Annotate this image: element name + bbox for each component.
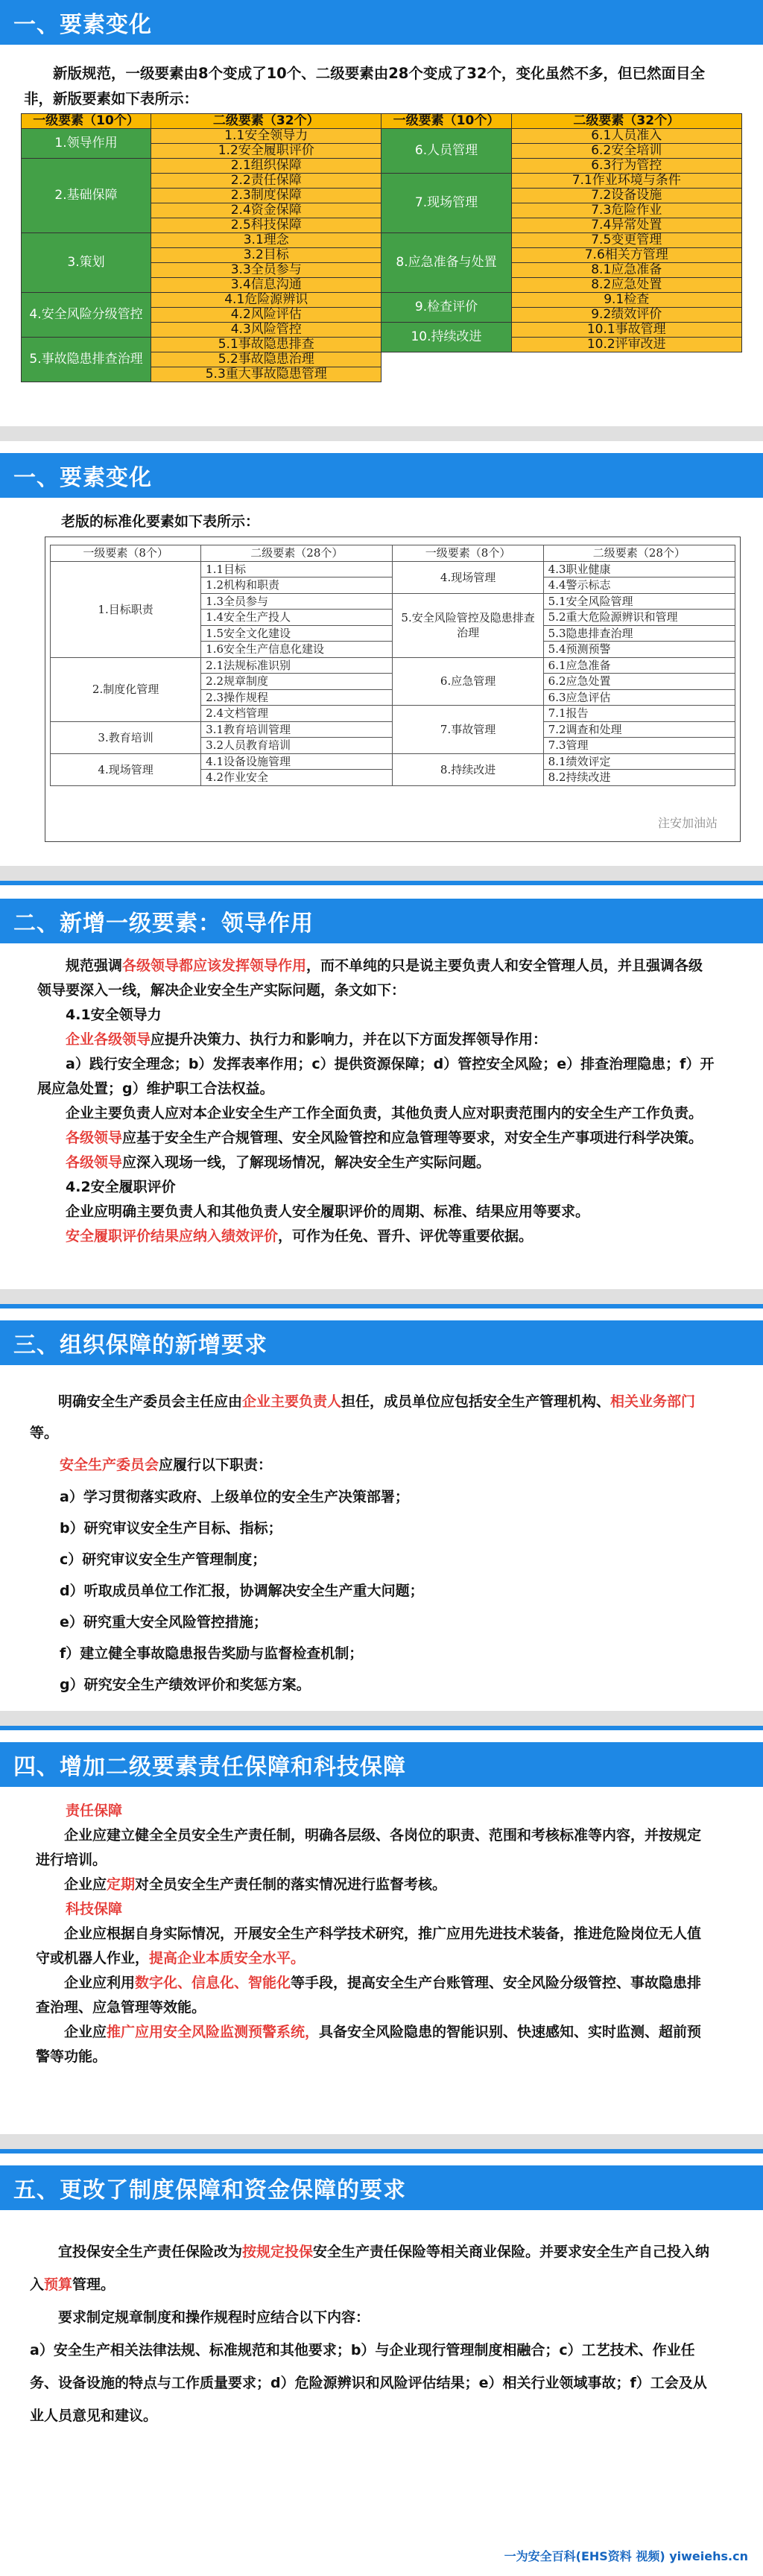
level2-cell: 1.2机构和职责 bbox=[201, 577, 393, 594]
level1-cell: 7.现场管理 bbox=[382, 174, 511, 233]
level1-cell: 9.检查评价 bbox=[382, 293, 511, 323]
header-cell: 一级要素（8个） bbox=[393, 545, 543, 562]
slide-responsibility-tech bbox=[0, 1726, 763, 2134]
table-row bbox=[51, 753, 735, 770]
list-item: d）听取成员单位工作汇报，协调解决安全生产重大问题； bbox=[60, 1583, 424, 1599]
p6a: 各级领导 bbox=[66, 1154, 123, 1171]
p1c: ，而不单纯的只是说主要负责人和安全管理人员，并且强调各级领导要深入一线，解决企业安全生产实际问题，条文如下： bbox=[37, 958, 703, 999]
list-item: a）学习贯彻落实政府、上级单位的安全生产决策部署； bbox=[60, 1489, 409, 1505]
level1-cell: 7.事故管理 bbox=[393, 706, 543, 754]
slide-title: 三、组织保障的新增要求 bbox=[0, 1320, 763, 1365]
level1-cell: 8.应急准备与处置 bbox=[382, 233, 511, 293]
intro-text: 新版规范，一级要素由8个变成了10个、二级要素由28个变成了32个，变化虽然不多，但已然面目全非，新版要素如下表所示： bbox=[24, 65, 705, 107]
level2-cell: 2.1法规标准识别 bbox=[201, 657, 393, 674]
p4b: 数字化、信息化、智能化 bbox=[135, 1975, 291, 1991]
level2-cell: 3.2人员教育培训 bbox=[201, 738, 393, 754]
level2-cell: 2.2责任保障 bbox=[151, 174, 382, 189]
level2-cell: 4.1设备设施管理 bbox=[201, 753, 393, 770]
footer-link[interactable]: 一为安全百科(EHS资料 视频) yiweiehs.cn bbox=[504, 2549, 748, 2563]
old-elements-image bbox=[45, 537, 741, 842]
h41: 4.1安全领导力 bbox=[66, 1007, 162, 1023]
level2-cell: 5.1安全风险管理 bbox=[543, 593, 735, 610]
header-cell: 二级要素（32个） bbox=[151, 114, 382, 129]
header-cell: 二级要素（28个） bbox=[201, 545, 393, 562]
level2-cell: 5.4预测预警 bbox=[543, 642, 735, 658]
level2-cell: 3.1理念 bbox=[151, 233, 382, 248]
header-cell: 二级要素（32个） bbox=[511, 114, 741, 129]
level2-cell: 9.1检查 bbox=[511, 293, 741, 308]
level2-cell: 5.2重大危险源辨识和管理 bbox=[543, 610, 735, 626]
slide-title: 五、更改了制度保障和资金保障的要求 bbox=[0, 2165, 763, 2210]
level2-cell: 2.2规章制度 bbox=[201, 674, 393, 690]
level2-cell: 4.4警示标志 bbox=[543, 577, 735, 594]
p1c: 担任，成员单位应包括安全生产管理机构、 bbox=[341, 1393, 611, 1410]
new-elements-table bbox=[21, 113, 742, 382]
p5a: 各级领导 bbox=[66, 1130, 123, 1146]
p8b: ，可作为任免、晋升、评优等重要依据。 bbox=[278, 1228, 534, 1244]
level2-cell: 9.2绩效评价 bbox=[511, 308, 741, 323]
slide-organization bbox=[0, 1304, 763, 1711]
p5b: 应基于安全生产合规管理、安全风险管控和应急管理等要求，对安全生产事项进行科学决策。 bbox=[122, 1130, 703, 1146]
level1-cell: 5.事故隐患排查治理 bbox=[22, 338, 151, 382]
divider bbox=[0, 2134, 763, 2149]
p1e: 等。 bbox=[30, 1425, 59, 1441]
header-cell: 一级要素（10个） bbox=[382, 114, 511, 129]
level2-cell: 2.1组织保障 bbox=[151, 159, 382, 174]
p4a: 企业应利用 bbox=[64, 1975, 136, 1991]
level2-cell: 1.1目标 bbox=[201, 561, 393, 577]
level1-cell: 4.现场管理 bbox=[51, 753, 201, 785]
p4: 企业主要负责人应对本企业安全生产工作全面负责，其他负责人应对职责范围内的安全生产工作负责。 bbox=[66, 1105, 703, 1121]
p1d: 相关业务部门 bbox=[610, 1393, 696, 1410]
level2-cell: 6.1人员准入 bbox=[511, 129, 741, 144]
p1d: 预算 bbox=[44, 2276, 73, 2293]
level2-cell: 6.3应急评估 bbox=[543, 689, 735, 706]
slide-leadership bbox=[0, 881, 763, 1289]
level2-cell: 7.2调查和处理 bbox=[543, 721, 735, 738]
level2-cell: 1.1安全领导力 bbox=[151, 129, 382, 144]
level2-cell: 7.1报告 bbox=[543, 706, 735, 722]
level2-cell: 2.5科技保障 bbox=[151, 218, 382, 233]
divider bbox=[0, 866, 763, 881]
slide-old-elements bbox=[0, 441, 763, 866]
level2-cell: 6.1应急准备 bbox=[543, 657, 735, 674]
level2-cell: 7.5变更管理 bbox=[511, 233, 741, 248]
p2b: 应提升决策力、执行力和影响力，并在以下方面发挥领导作用： bbox=[151, 1031, 548, 1048]
level2-cell: 1.5安全文化建设 bbox=[201, 625, 393, 642]
list-item: g）研究安全生产绩效评价和奖惩方案。 bbox=[60, 1677, 311, 1693]
level2-cell: 7.4异常处置 bbox=[511, 218, 741, 233]
level2-cell: 8.1绩效评定 bbox=[543, 753, 735, 770]
table-row bbox=[22, 233, 742, 248]
level2-cell: 6.2应急处置 bbox=[543, 674, 735, 690]
list-item: c）研究审议安全生产管理制度； bbox=[60, 1551, 267, 1568]
table-row bbox=[22, 293, 742, 308]
p7: 企业应明确主要负责人和其他负责人安全履职评价的周期、标准、结果应用等要求。 bbox=[66, 1203, 590, 1220]
p3: a）安全生产相关法律法规、标准规范和其他要求；b）与企业现行管理制度相融合；c）工艺技术、作业任务、设备设施的特点与工作质量要求；d）危险源辨识和风险评估结果；e）相关行业领域事故；f）工会及从业人员意见和建议。 bbox=[30, 2342, 707, 2424]
level1-cell: 4.安全风险分级管控 bbox=[22, 293, 151, 338]
level2-cell: 8.1应急准备 bbox=[511, 263, 741, 278]
p3: a）践行安全理念；b）发挥表率作用；c）提供资源保障；d）管控安全风险；e）排查治理隐患；f）开展应急处置；g）维护职工合法权益。 bbox=[37, 1056, 715, 1097]
p1b: 各级领导都应该发挥领导作用 bbox=[122, 958, 307, 974]
level1-cell: 4.现场管理 bbox=[393, 561, 543, 593]
divider bbox=[0, 1711, 763, 1726]
level2-cell: 5.3重大事故隐患管理 bbox=[151, 367, 382, 382]
level2-cell: 4.3职业健康 bbox=[543, 561, 735, 577]
p2b: 定期 bbox=[107, 1876, 136, 1893]
p1b: 企业主要负责人 bbox=[242, 1393, 342, 1410]
slide-system-funding bbox=[0, 2149, 763, 2576]
table-header-row bbox=[22, 114, 742, 129]
slide-title: 二、新增一级要素：领导作用 bbox=[0, 899, 763, 943]
level2-cell: 1.3全员参与 bbox=[201, 593, 393, 610]
level2-cell: 7.2设备设施 bbox=[511, 189, 741, 203]
h42: 4.2安全履职评价 bbox=[66, 1179, 176, 1195]
level2-cell: 7.6相关方管理 bbox=[511, 248, 741, 263]
level1-cell: 1.领导作用 bbox=[22, 129, 151, 159]
level2-cell: 7.1作业环境与条件 bbox=[511, 174, 741, 189]
table-header-row bbox=[51, 545, 735, 562]
level2-cell: 5.1事故隐患排查 bbox=[151, 338, 382, 352]
level1-cell: 3.策划 bbox=[22, 233, 151, 293]
level2-cell: 2.4资金保障 bbox=[151, 203, 382, 218]
level2-cell: 3.4信息沟通 bbox=[151, 278, 382, 293]
table-row bbox=[22, 129, 742, 144]
table-row bbox=[51, 561, 735, 577]
p2b: 应履行以下职责： bbox=[159, 1457, 273, 1473]
level1-cell: 2.基础保障 bbox=[22, 159, 151, 233]
list-item: b）研究审议安全生产目标、指标； bbox=[60, 1520, 282, 1537]
p8a: 安全履职评价结果应纳入绩效评价 bbox=[66, 1228, 279, 1244]
level2-cell: 6.2安全培训 bbox=[511, 144, 741, 159]
level1-cell: 5.安全风险管控及隐患排查治理 bbox=[393, 593, 543, 657]
p1: 企业应建立健全全员安全生产责任制，明确各层级、各岗位的职责、范围和考核标准等内容，并按规定进行培训。 bbox=[36, 1827, 702, 1868]
header-cell: 二级要素（28个） bbox=[543, 545, 735, 562]
divider bbox=[0, 1289, 763, 1304]
level1-cell: 1.目标职责 bbox=[51, 561, 201, 657]
list-item: e）研究重大安全风险管控措施； bbox=[60, 1614, 267, 1630]
p3b: 提高企业本质安全水平。 bbox=[149, 1950, 305, 1966]
p2a: 企业各级领导 bbox=[66, 1031, 151, 1048]
p6b: 应深入现场一线，了解现场情况，解决安全生产实际问题。 bbox=[122, 1154, 491, 1171]
p1a: 宜投保安全生产责任保险改为 bbox=[58, 2244, 243, 2260]
level2-cell: 6.3行为管控 bbox=[511, 159, 741, 174]
level1-cell: 6.应急管理 bbox=[393, 657, 543, 706]
level1-cell: 8.持续改进 bbox=[393, 753, 543, 785]
h1: 责任保障 bbox=[66, 1803, 123, 1819]
level2-cell: 3.3全员参与 bbox=[151, 263, 382, 278]
table-row bbox=[51, 657, 735, 674]
level2-cell: 3.1教育培训管理 bbox=[201, 721, 393, 738]
p2a: 企业应 bbox=[64, 1876, 107, 1893]
level1-cell: 3.教育培训 bbox=[51, 721, 201, 753]
level2-cell: 1.2安全履职评价 bbox=[151, 144, 382, 159]
level2-cell: 3.2目标 bbox=[151, 248, 382, 263]
p2: 要求制定规章制度和操作规程时应结合以下内容： bbox=[58, 2309, 370, 2326]
level2-cell: 4.2作业安全 bbox=[201, 770, 393, 786]
slide-title: 一、要素变化 bbox=[0, 0, 763, 45]
level2-cell: 8.2持续改进 bbox=[543, 770, 735, 786]
list-item: f）建立健全事故隐患报告奖励与监督检查机制； bbox=[60, 1645, 364, 1662]
p1e: 管理。 bbox=[72, 2276, 115, 2293]
slide-new-elements bbox=[0, 0, 763, 426]
p1a: 规范强调 bbox=[66, 958, 123, 974]
level2-cell: 2.3操作规程 bbox=[201, 689, 393, 706]
level2-cell: 10.1事故管理 bbox=[511, 323, 741, 338]
divider bbox=[0, 426, 763, 441]
level2-cell: 4.1危险源辨识 bbox=[151, 293, 382, 308]
level2-cell: 4.3风险管控 bbox=[151, 323, 382, 338]
p2c: 对全员安全生产责任制的落实情况进行监督考核。 bbox=[135, 1876, 447, 1893]
header-cell: 一级要素（10个） bbox=[22, 114, 151, 129]
intro-text: 老版的标准化要素如下表所示： bbox=[61, 513, 260, 530]
old-elements-table bbox=[50, 545, 735, 786]
level1-cell: 2.制度化管理 bbox=[51, 657, 201, 721]
h2: 科技保障 bbox=[66, 1901, 123, 1917]
duties-list bbox=[30, 1481, 745, 1700]
header-cell: 一级要素（8个） bbox=[51, 545, 201, 562]
p5a: 企业应 bbox=[64, 2024, 107, 2040]
level2-cell: 5.3隐患排查治理 bbox=[543, 625, 735, 642]
level2-cell: 7.3危险作业 bbox=[511, 203, 741, 218]
level2-cell: 1.6安全生产信息化建设 bbox=[201, 642, 393, 658]
level2-cell: 10.2评审改进 bbox=[511, 338, 741, 352]
level2-cell: 7.3管理 bbox=[543, 738, 735, 754]
level2-cell: 4.2风险评估 bbox=[151, 308, 382, 323]
p2a: 安全生产委员会 bbox=[60, 1457, 159, 1473]
p5b: 推广应用安全风险监测预警系统， bbox=[107, 2024, 320, 2040]
p1c: 安全生产责任保险等相关商业保险。并要求安全生产自己投入纳入 bbox=[30, 2244, 710, 2293]
slide-title: 一、要素变化 bbox=[0, 453, 763, 498]
level2-cell: 2.4文档管理 bbox=[201, 706, 393, 722]
p3a: 企业应根据自身实际情况，开展安全生产科学技术研究，推广应用先进技术装备，推进危险岗位无人值守或机器人作业， bbox=[36, 1925, 702, 1966]
level1-cell: 6.人员管理 bbox=[382, 129, 511, 174]
level2-cell: 1.4安全生产投人 bbox=[201, 610, 393, 626]
p1b: 按规定投保 bbox=[242, 2244, 314, 2260]
level2-cell: 2.3制度保障 bbox=[151, 189, 382, 203]
level1-cell: 10.持续改进 bbox=[382, 323, 511, 352]
level2-cell: 8.2应急处置 bbox=[511, 278, 741, 293]
p5c: 具备安全风险隐患的智能识别、快速感知、实时监测、超前预警等功能。 bbox=[36, 2024, 702, 2065]
p1a: 明确安全生产委员会主任应由 bbox=[58, 1393, 243, 1410]
p4c: 等手段，提高安全生产台账管理、安全风险分级管控、事故隐患排查治理、应急管理等效能。 bbox=[36, 1975, 702, 2016]
level2-cell: 5.2事故隐患治理 bbox=[151, 352, 382, 367]
watermark: 注安加油站 bbox=[657, 816, 718, 830]
slide-title: 四、增加二级要素责任保障和科技保障 bbox=[0, 1742, 763, 1787]
